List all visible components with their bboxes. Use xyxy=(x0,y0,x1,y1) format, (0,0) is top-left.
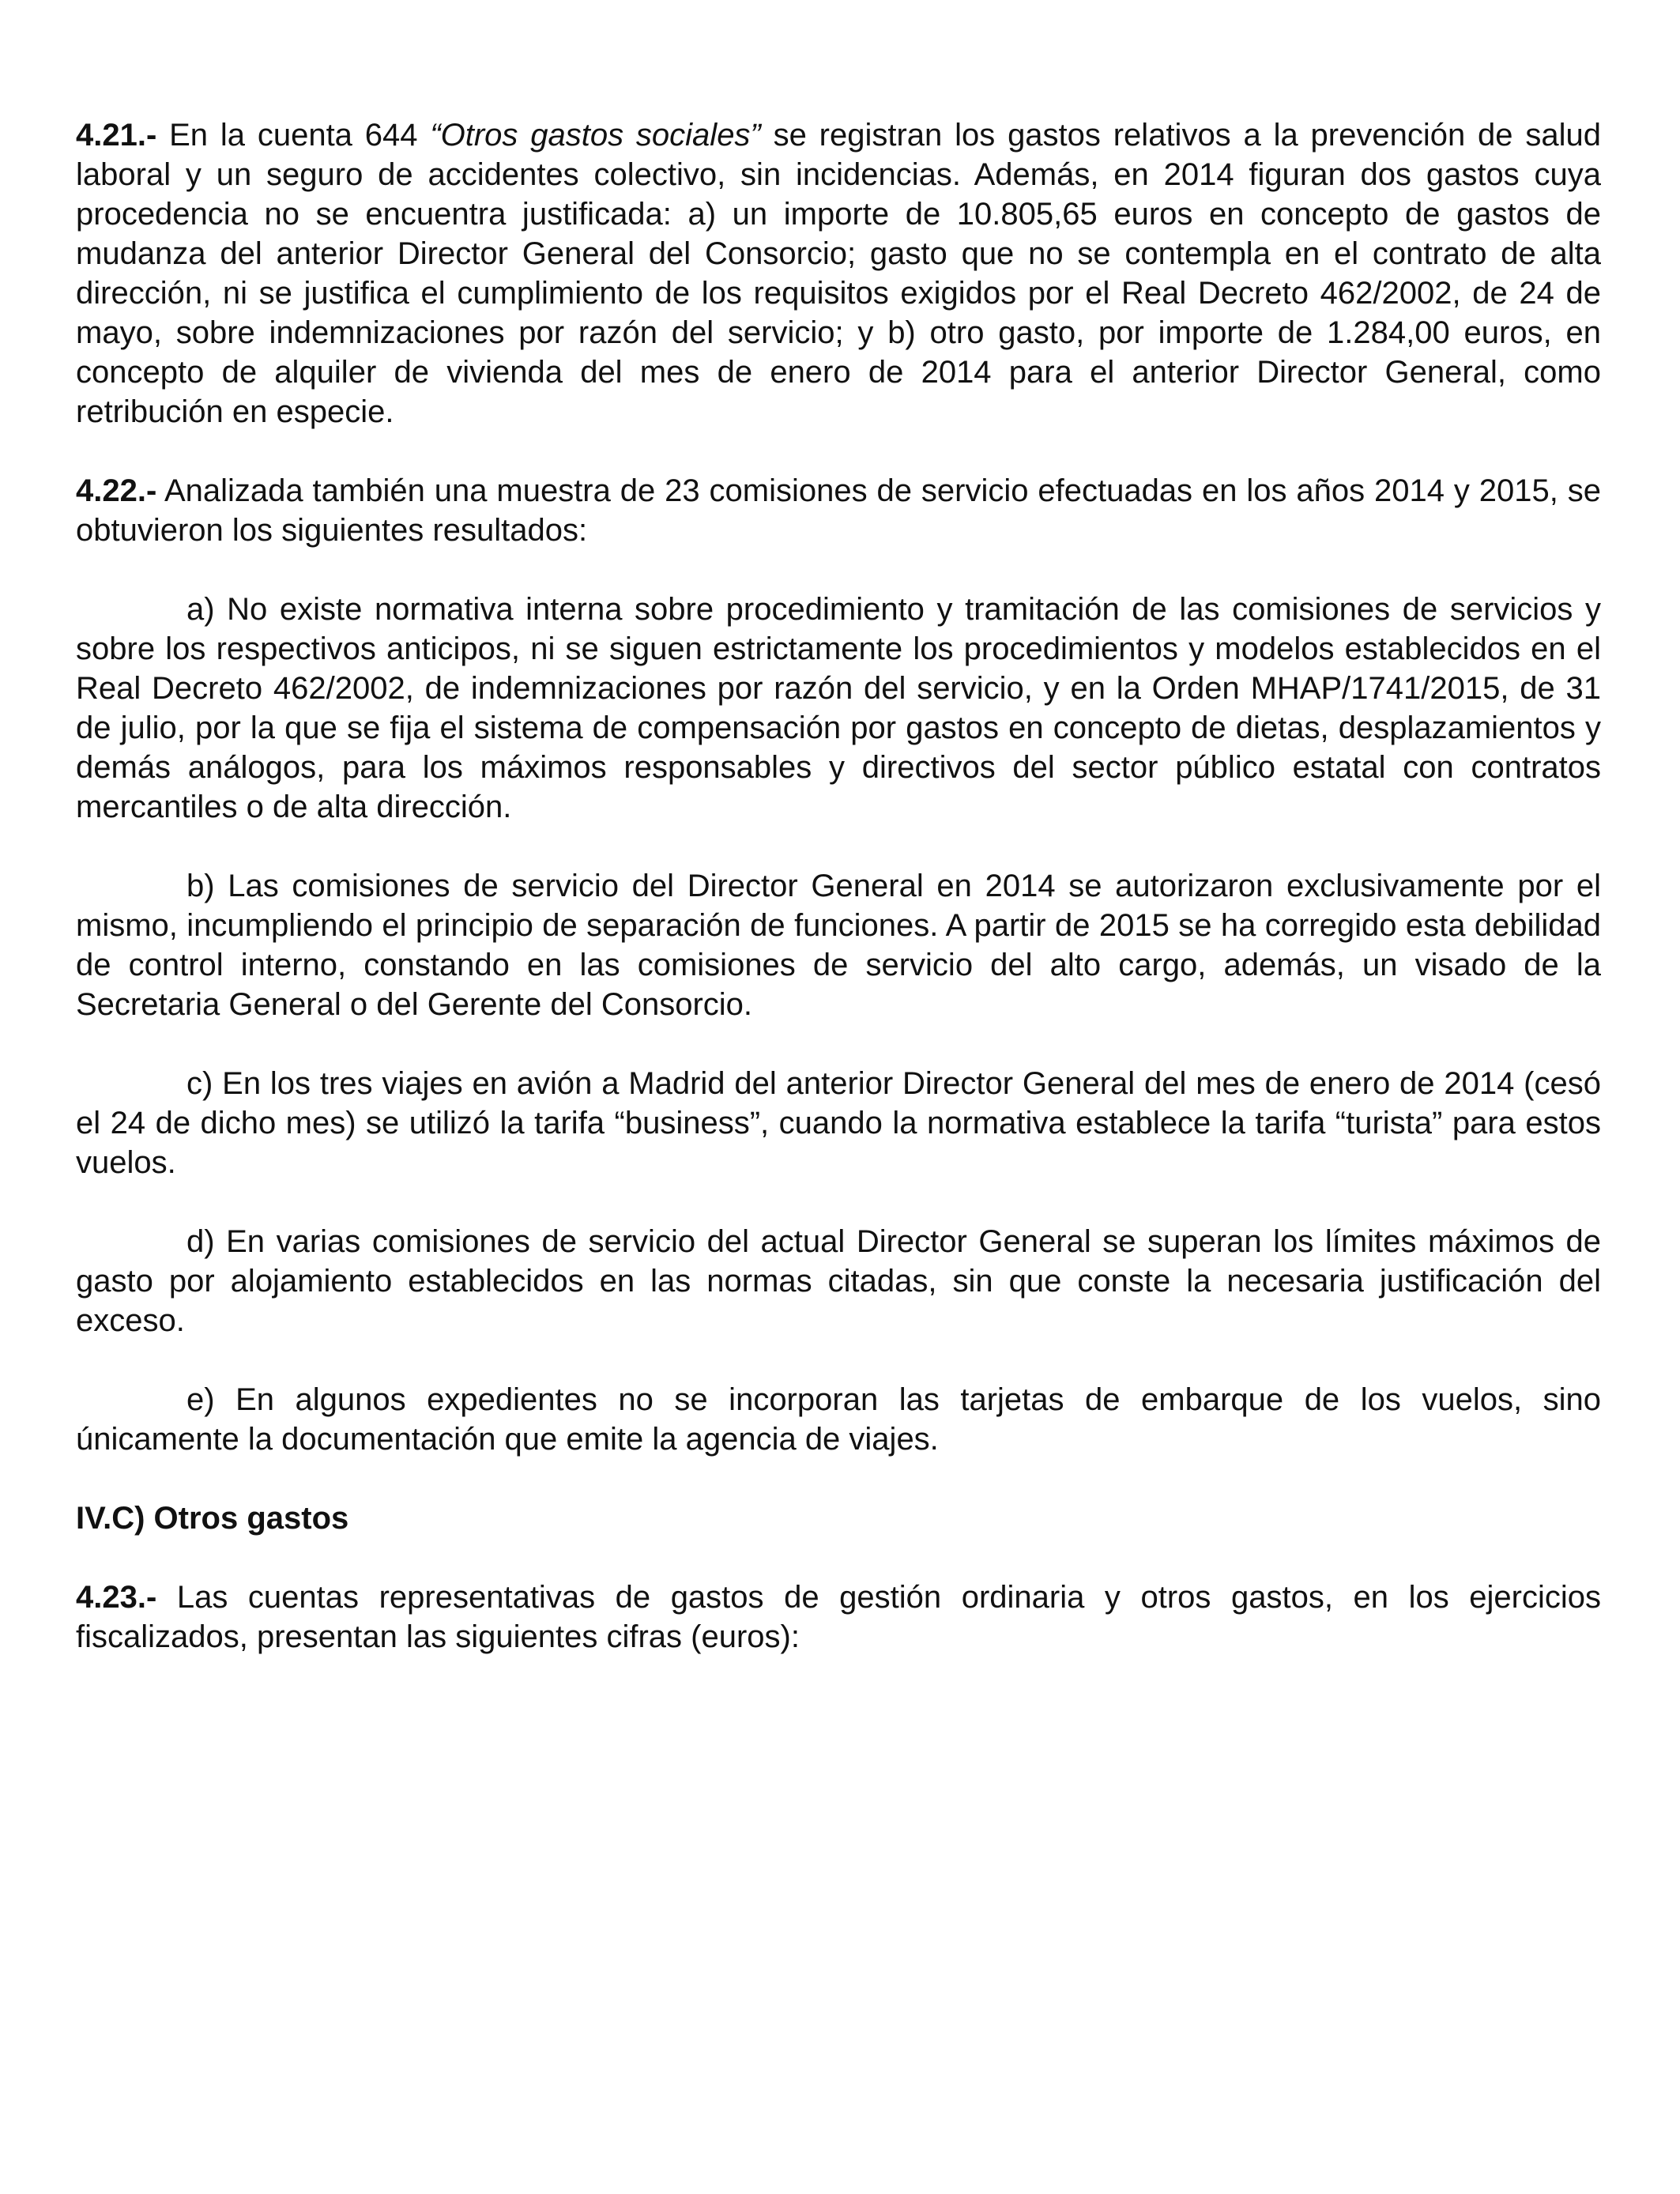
list-item-e: e) En algunos expedientes no se incorporan las tarjetas de embarque de los vuelos, sino únicamente la documentación que emite la agencia de viajes. xyxy=(76,1382,1601,1457)
document-page xyxy=(76,115,1601,1657)
paragraph-text: En la cuenta 644 xyxy=(156,118,431,153)
list-item-a: a) No existe normativa interna sobre procedimiento y tramitación de las comisiones de servicios y sobre los respectivos anticipos, ni se siguen estrictamente los procedimientos y modelos establecidos en el Real Decreto 462/2002, de indemnizaciones por razón del servicio, y en la Orden MHAP/1741/2015, de 31 de julio, por la que se fija el sistema de compensación por gastos en concepto de dietas, desplazamientos y demás análogos, para los máximos responsables y directivos del sector público estatal con contratos mercantiles o de alta dirección. xyxy=(76,592,1601,824)
paragraph-4-23 xyxy=(76,1578,1601,1657)
list-item-b: b) Las comisiones de servicio del Director General en 2014 se autorizaron exclusivamente por el mismo, incumpliendo el principio de separación de funciones. A partir de 2015 se ha corregido esta debilidad de control interno, constando en las comisiones de servicio del alto cargo, además, un visado de la Secretaria General o del Gerente del Consorcio. xyxy=(76,869,1601,1022)
paragraph-text: Las cuentas representativas de gastos de gestión ordinaria y otros gastos, en los ejercicios fiscalizados, presentan las siguientes cifras (euros): xyxy=(76,1580,1601,1654)
paragraph-text: Analizada también una muestra de 23 comisiones de servicio efectuadas en los años 2014 y 2015, se obtuvieron los siguientes resultados: xyxy=(76,473,1601,548)
paragraph-number: 4.22.- xyxy=(76,473,157,508)
list-item-d: d) En varias comisiones de servicio del actual Director General se superan los límites máximos de gasto por alojamiento establecidos en las normas citadas, sin que conste la necesaria justificación del exceso. xyxy=(76,1224,1601,1338)
paragraph-4-21 xyxy=(76,115,1601,432)
account-name: “Otros gastos sociales” xyxy=(430,118,761,153)
section-heading: IV.C) Otros gastos xyxy=(76,1501,349,1536)
paragraph-number: 4.21.- xyxy=(76,118,157,153)
list-item-c: c) En los tres viajes en avión a Madrid del anterior Director General del mes de enero de 2014 (cesó el 24 de dicho mes) se utilizó la tarifa “business”, cuando la normativa establece la tarifa “turista” para estos vuelos. xyxy=(76,1066,1601,1180)
paragraph-number: 4.23.- xyxy=(76,1580,157,1615)
paragraph-text: se registran los gastos relativos a la prevención de salud laboral y un seguro de accidentes colectivo, sin incidencias. Además, en 2014 figuran dos gastos cuya procedencia no se encuentra justificada: a) un importe de 10.805,65 euros en concepto de gastos de mudanza del anterior Director General del Consorcio; gasto que no se contempla en el contrato de alta dirección, ni se justifica el cumplimiento de los requisitos exigidos por el Real Decreto 462/2002, de 24 de mayo, sobre indemnizaciones por razón del servicio; y b) otro gasto, por importe de 1.284,00 euros, en concepto de alquiler de vivienda del mes de enero de 2014 para el anterior Director General, como retribución en especie. xyxy=(76,118,1601,429)
paragraph-4-22 xyxy=(76,471,1601,550)
